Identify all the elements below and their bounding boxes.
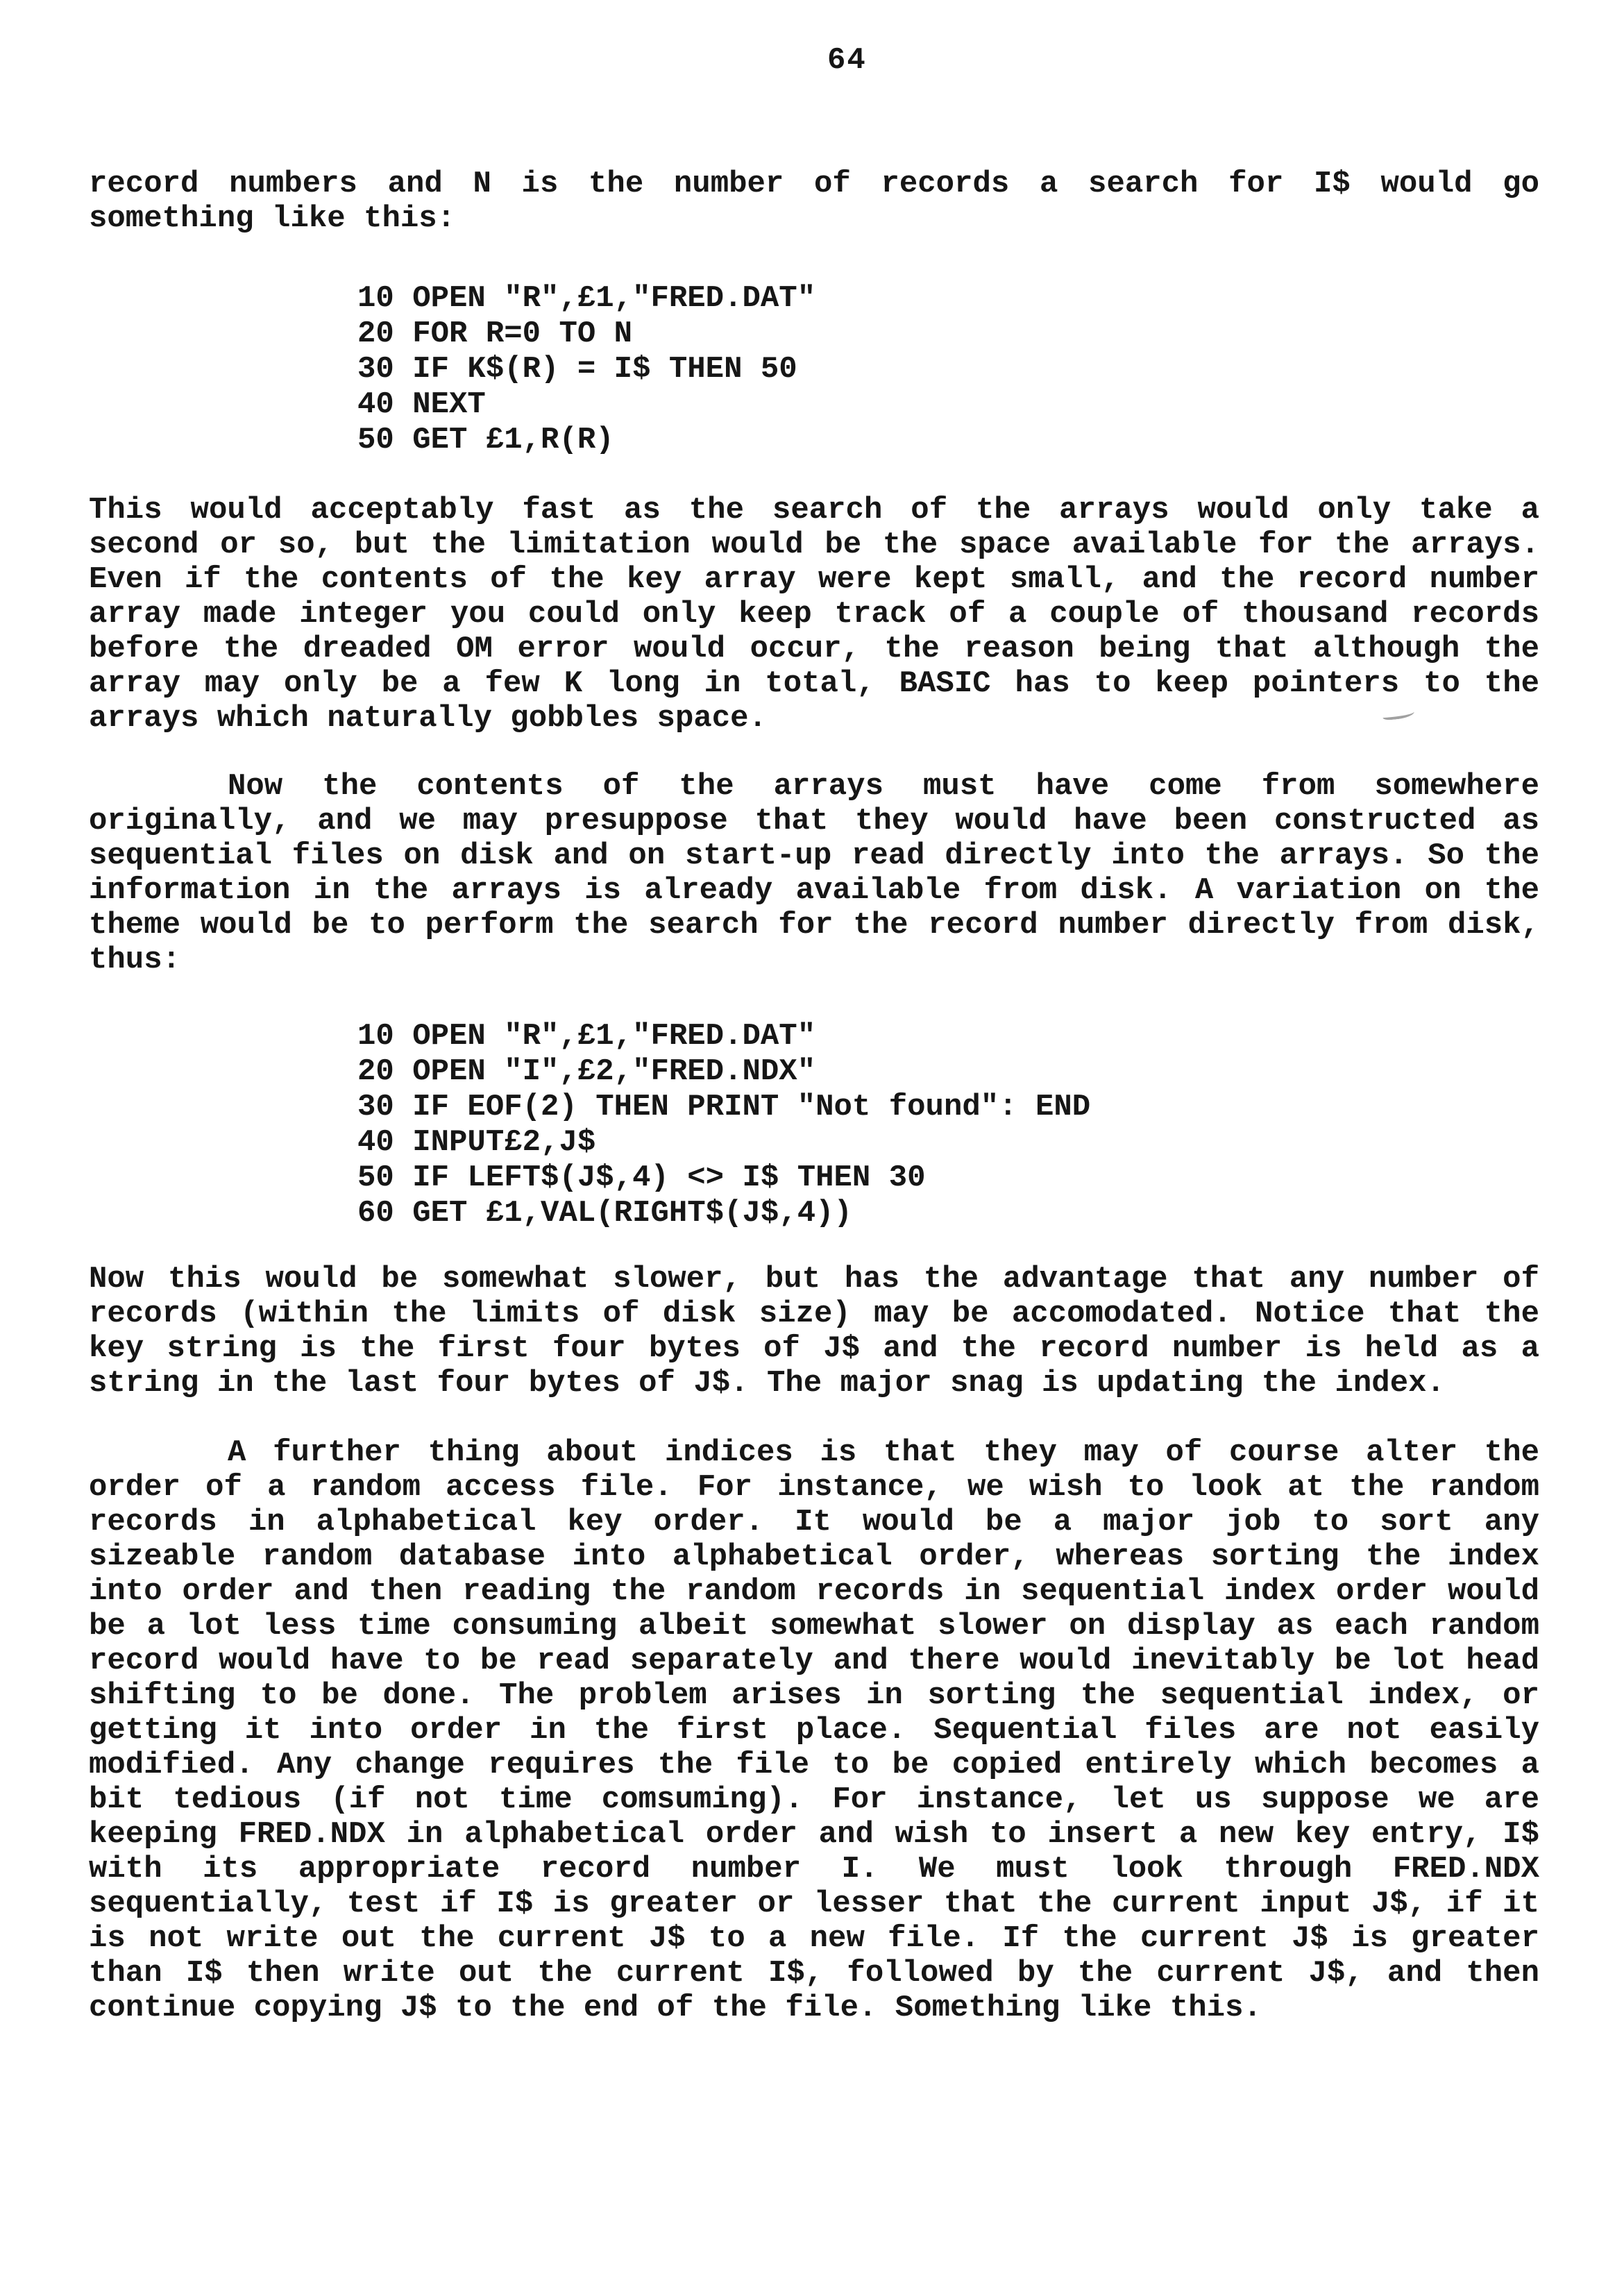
text-line: before the dreaded OM error would occur, the reason being that although the <box>89 632 1539 666</box>
text-line: shifting to be done. The problem arises in sorting the sequential index, or <box>89 1678 1539 1713</box>
text-line: 20 OPEN "I",£2,"FRED.NDX" <box>357 1054 816 1089</box>
text-line: something like this: <box>89 201 456 236</box>
text-line: theme would be to perform the search for the record number directly from disk, <box>89 908 1539 943</box>
text-line: second or so, but the limitation would be the space available for the arrays. <box>89 527 1539 562</box>
text-line: into order and then reading the random records in sequential index order would <box>89 1574 1539 1609</box>
text-line: information in the arrays is already available from disk. A variation on the <box>89 873 1539 908</box>
text-line: 50 IF LEFT$(J$,4) <> I$ THEN 30 <box>357 1160 926 1195</box>
text-line: A further thing about indices is that they may of course alter the <box>228 1435 1539 1470</box>
text-line: records (within the limits of disk size) may be accomodated. Notice that the <box>89 1297 1539 1331</box>
text-line: 30 IF K$(R) = I$ THEN 50 <box>357 352 797 387</box>
text-line: sequentially, test if I$ is greater or lesser that the current input J$, if it <box>89 1886 1539 1921</box>
text-line: 10 OPEN "R",£1,"FRED.DAT" <box>357 281 816 316</box>
text-line: with its appropriate record number I. We must look through FRED.NDX <box>89 1852 1539 1886</box>
page-number: 64 <box>827 43 867 78</box>
text-line: Now the contents of the arrays must have come from somewhere <box>228 769 1539 804</box>
text-line: order of a random access file. For instance, we wish to look at the random <box>89 1470 1539 1505</box>
text-line: continue copying J$ to the end of the file. Something like this. <box>89 1991 1262 2025</box>
text-line: record would have to be read separately and there would inevitably be lot head <box>89 1644 1539 1678</box>
text-line: 20 FOR R=0 TO N <box>357 316 633 351</box>
text-line: getting it into order in the first place. Sequential files are not easily <box>89 1713 1539 1748</box>
text-line: record numbers and N is the number of records a search for I$ would go <box>89 167 1539 201</box>
paragraph-record-numbers-intro <box>89 167 1539 236</box>
text-line: string in the last four bytes of J$. The major snag is updating the index. <box>89 1366 1445 1401</box>
text-line: array made integer you could only keep track of a couple of thousand records <box>89 597 1539 632</box>
paragraph-slower-but-unlimited <box>89 1262 1539 1401</box>
paragraph-indices-and-sorting <box>89 1435 1539 2025</box>
text-line: sizeable random database into alphabetical order, whereas sorting the index <box>89 1539 1539 1574</box>
text-line: records in alphabetical key order. It would be a major job to sort any <box>89 1505 1539 1539</box>
paragraph-speed-and-space-limitation <box>89 493 1539 736</box>
text-line: 40 NEXT <box>357 387 486 422</box>
text-line: This would acceptably fast as the search of the arrays would only take a <box>89 493 1539 527</box>
text-line: 60 GET £1,VAL(RIGHT$(J$,4)) <box>357 1196 852 1231</box>
text-line: sequential files on disk and on start-up read directly into the arrays. So the <box>89 838 1539 873</box>
text-line: Now this would be somewhat slower, but has the advantage that any number of <box>89 1262 1539 1297</box>
text-line: 10 OPEN "R",£1,"FRED.DAT" <box>357 1019 816 1054</box>
text-line: modified. Any change requires the file to be copied entirely which becomes a <box>89 1748 1539 1782</box>
code-listing-index-search <box>357 1019 1551 1231</box>
text-line: bit tedious (if not time comsuming). For instance, let us suppose we are <box>89 1782 1539 1817</box>
text-line: key string is the first four bytes of J$ and the record number is held as a <box>89 1331 1539 1366</box>
text-line: thus: <box>89 943 181 977</box>
paragraph-arrays-from-disk <box>89 769 1539 977</box>
text-line: arrays which naturally gobbles space. <box>89 701 767 736</box>
text-line: than I$ then write out the current I$, followed by the current J$, and then <box>89 1956 1539 1991</box>
text-line: 50 GET £1,R(R) <box>357 423 614 457</box>
text-line: array may only be a few K long in total, BASIC has to keep pointers to the <box>89 666 1539 701</box>
text-line: Even if the contents of the key array were kept small, and the record number <box>89 562 1539 597</box>
text-line: 30 IF EOF(2) THEN PRINT "Not found": END <box>357 1090 1091 1124</box>
text-line: be a lot less time consuming albeit somewhat slower on display as each random <box>89 1609 1539 1644</box>
text-line: 40 INPUT£2,J$ <box>357 1125 596 1160</box>
text-line: keeping FRED.NDX in alphabetical order and wish to insert a new key entry, I$ <box>89 1817 1539 1852</box>
text-line: originally, and we may presuppose that they would have been constructed as <box>89 804 1539 838</box>
text-line: is not write out the current J$ to a new file. If the current J$ is greater <box>89 1921 1539 1956</box>
code-listing-array-search <box>357 281 1551 458</box>
